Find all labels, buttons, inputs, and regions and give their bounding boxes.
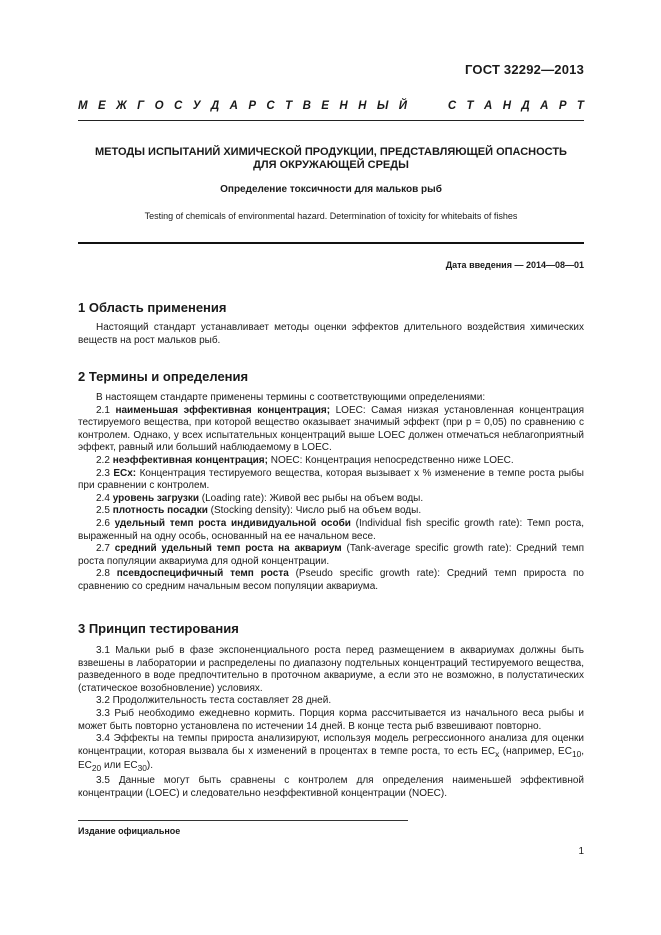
term-2-2 [78, 455, 584, 468]
section-2-body [78, 392, 584, 594]
banner-letter: Д [210, 100, 220, 112]
banner-letter: Н [358, 100, 367, 112]
clause-3-2: 3.2 Продолжительность теста составляет 28 дней. [96, 695, 332, 707]
banner-letter: У [192, 100, 201, 112]
section-2-heading: 2 Термины и определения [78, 369, 249, 384]
section-1-heading: 1 Область применения [78, 300, 227, 315]
term-name: псевдоспецифичный темп роста [116, 568, 289, 580]
term-definition: NOEC: Концентрация непосредственно ниже LOEC. [267, 454, 514, 466]
subscript: 30 [137, 763, 147, 774]
banner-letter: Т [466, 100, 474, 112]
clause-text: (например, EC [499, 745, 572, 757]
official-edition-note: Издание официальное [78, 826, 181, 836]
term-2-1 [78, 405, 584, 455]
banner-letter: Ы [376, 100, 389, 112]
subscript: x [495, 748, 500, 759]
banner-letter: Г [137, 100, 145, 112]
term-2-3 [78, 468, 584, 493]
page-number: 1 [578, 846, 584, 857]
term-2-5 [78, 505, 584, 518]
banner-letter: Н [339, 100, 348, 112]
banner-letter: А [229, 100, 238, 112]
banner-letter: Р [558, 100, 567, 112]
interstate-standard-banner [78, 100, 584, 112]
clause-text: , EC [78, 745, 584, 772]
banner-letter: В [302, 100, 311, 112]
banner-letter: О [154, 100, 164, 112]
introduction-date: Дата введения — 2014—08—01 [445, 260, 584, 270]
term-number: 2.6 [96, 517, 110, 529]
clause-3-5: 3.5 Данные могут быть сравнены с контролем для определения наименьшей эффективной концентрации (LOEC) и следовательно неэффективной концентрации (NOEC). [78, 774, 584, 799]
term-number: 2.4 [96, 492, 110, 504]
banner-letter: Д [521, 100, 530, 112]
banner-letter: С [173, 100, 183, 112]
banner-letter: А [540, 100, 549, 112]
document-title [78, 146, 584, 172]
term-number: 2.1 [96, 404, 110, 416]
banner-letter: С [266, 100, 275, 112]
term-definition: Концентрация тестируемого вещества, которая вызывает x % изменение в темпе роста рыбы при сравнении с контролем. [78, 467, 584, 492]
clause-3-1: 3.1 Мальки рыб в фазе экспоненциального роста перед размещением в аквариумах должны быть взвешены в лаборатории и распределены по диапазону подтельных концентраций тестируемого вещества, разведенного в воде предпочтительно в проточном аквариуме, а если это не возможно, в полустатических (статическое возобновление) условиях. [78, 645, 584, 694]
banner-letter: А [483, 100, 493, 112]
subscript: 20 [91, 763, 102, 774]
banner-letter: Т [285, 100, 293, 112]
standard-code: ГОСТ 32292—2013 [465, 62, 584, 77]
clause-text: ). [146, 760, 154, 772]
english-title: Testing of chemicals of environmental hazard. Determination of toxicity for whitebaits of fishes [144, 211, 518, 221]
term-definition: (Loading rate): Живой вес рыбы на объем воды. [198, 492, 424, 504]
term-number: 2.5 [96, 505, 110, 517]
banner-letter: Р [248, 100, 257, 112]
top-rule [78, 120, 584, 121]
term-name: плотность посадки [112, 505, 208, 517]
term-definition: LOEC: Самая низкая установленная концентрация тестируемого вещества, при которой вещество оказывает значимый эффект (при р = 0,05) по сравнению с контролем. Однако, у всех испытательных концентраций выше LOEC должен отмечаться неблагоприятный эффект, равный или больший наблюдаемому в LOEC. [78, 404, 584, 454]
term-name: уровень загрузки [112, 492, 199, 504]
section-1-body [78, 322, 584, 347]
footer-rule [78, 820, 408, 821]
term-definition: (Stocking density): Число рыб на объем воды. [207, 505, 422, 517]
term-number: 2.8 [96, 568, 110, 580]
term-2-7 [78, 543, 584, 568]
term-2-8 [78, 568, 584, 593]
banner-gap [417, 100, 437, 112]
clause-3-3: 3.3 Рыб необходимо ежедневно кормить. Порция корма рассчитывается из начального веса рыбы и может быть повторно установлена по истечении 14 дней. В конце теста рыб взвешивают повторно. [78, 707, 584, 732]
banner-letter: М [78, 100, 88, 112]
banner-letter: Н [502, 100, 511, 112]
section-1-paragraph: Настоящий стандарт устанавливает методы оценки эффектов длительного воздействия химических веществ на рост мальков рыб. [78, 322, 584, 346]
term-number: 2.7 [96, 543, 110, 555]
clause-text: 3.4 Эффекты на темпы прироста анализируют, используя модель регрессионного анализа для оценки концентрации, которая вызвала бы x изменений в процентах в темпе роста, то есть EC [78, 733, 584, 757]
term-2-6 [78, 518, 584, 543]
banner-letter: Ж [116, 100, 127, 112]
banner-letter: С [447, 100, 457, 112]
banner-letter: Е [98, 100, 106, 112]
term-definition: (Pseudo specific growth rate): Средний темп прироста по сравнению со средним начальным весом популяции аквариума. [78, 568, 584, 592]
clause-3-4 [78, 733, 584, 775]
term-name: удельный темп роста индивидуальной особи [114, 517, 351, 529]
banner-letter: Й [398, 100, 407, 112]
banner-letter: Т [576, 100, 584, 112]
clause-text: или EC [101, 760, 138, 772]
title-line-2: ДЛЯ ОКРУЖАЮЩЕЙ СРЕДЫ [253, 159, 409, 171]
term-name: наименьшая эффективная концентрация; [115, 404, 331, 416]
term-name: ECx: [113, 467, 137, 479]
title-line-1: МЕТОДЫ ИСПЫТАНИЙ ХИМИЧЕСКОЙ ПРОДУКЦИИ, ПРЕДСТАВЛЯЮЩЕЙ ОПАСНОСТЬ [95, 146, 567, 158]
subscript: 10 [571, 748, 582, 759]
term-number: 2.3 [96, 467, 110, 479]
term-name: средний удельный темп роста на аквариум [114, 543, 342, 555]
section-2-intro: В настоящем стандарте применены термины с соответствующими определениями: [96, 392, 486, 403]
document-subtitle: Определение токсичности для мальков рыб [220, 184, 442, 195]
section-3-body [78, 645, 584, 800]
term-definition: (Individual fish specific growth rate): Темп роста, выраженный на одну особь, основанный на ее начальном весе. [78, 517, 585, 542]
title-rule [78, 242, 584, 244]
term-name: неэффективная концентрация; [112, 454, 268, 466]
banner-letter: Е [321, 100, 329, 112]
term-2-4 [78, 493, 584, 506]
section-3-heading: 3 Принцип тестирования [78, 621, 239, 636]
term-definition: (Tank-average specific growth rate): Средний темп роста популяции аквариума для одной концентрации. [78, 543, 585, 567]
term-number: 2.2 [96, 454, 110, 466]
